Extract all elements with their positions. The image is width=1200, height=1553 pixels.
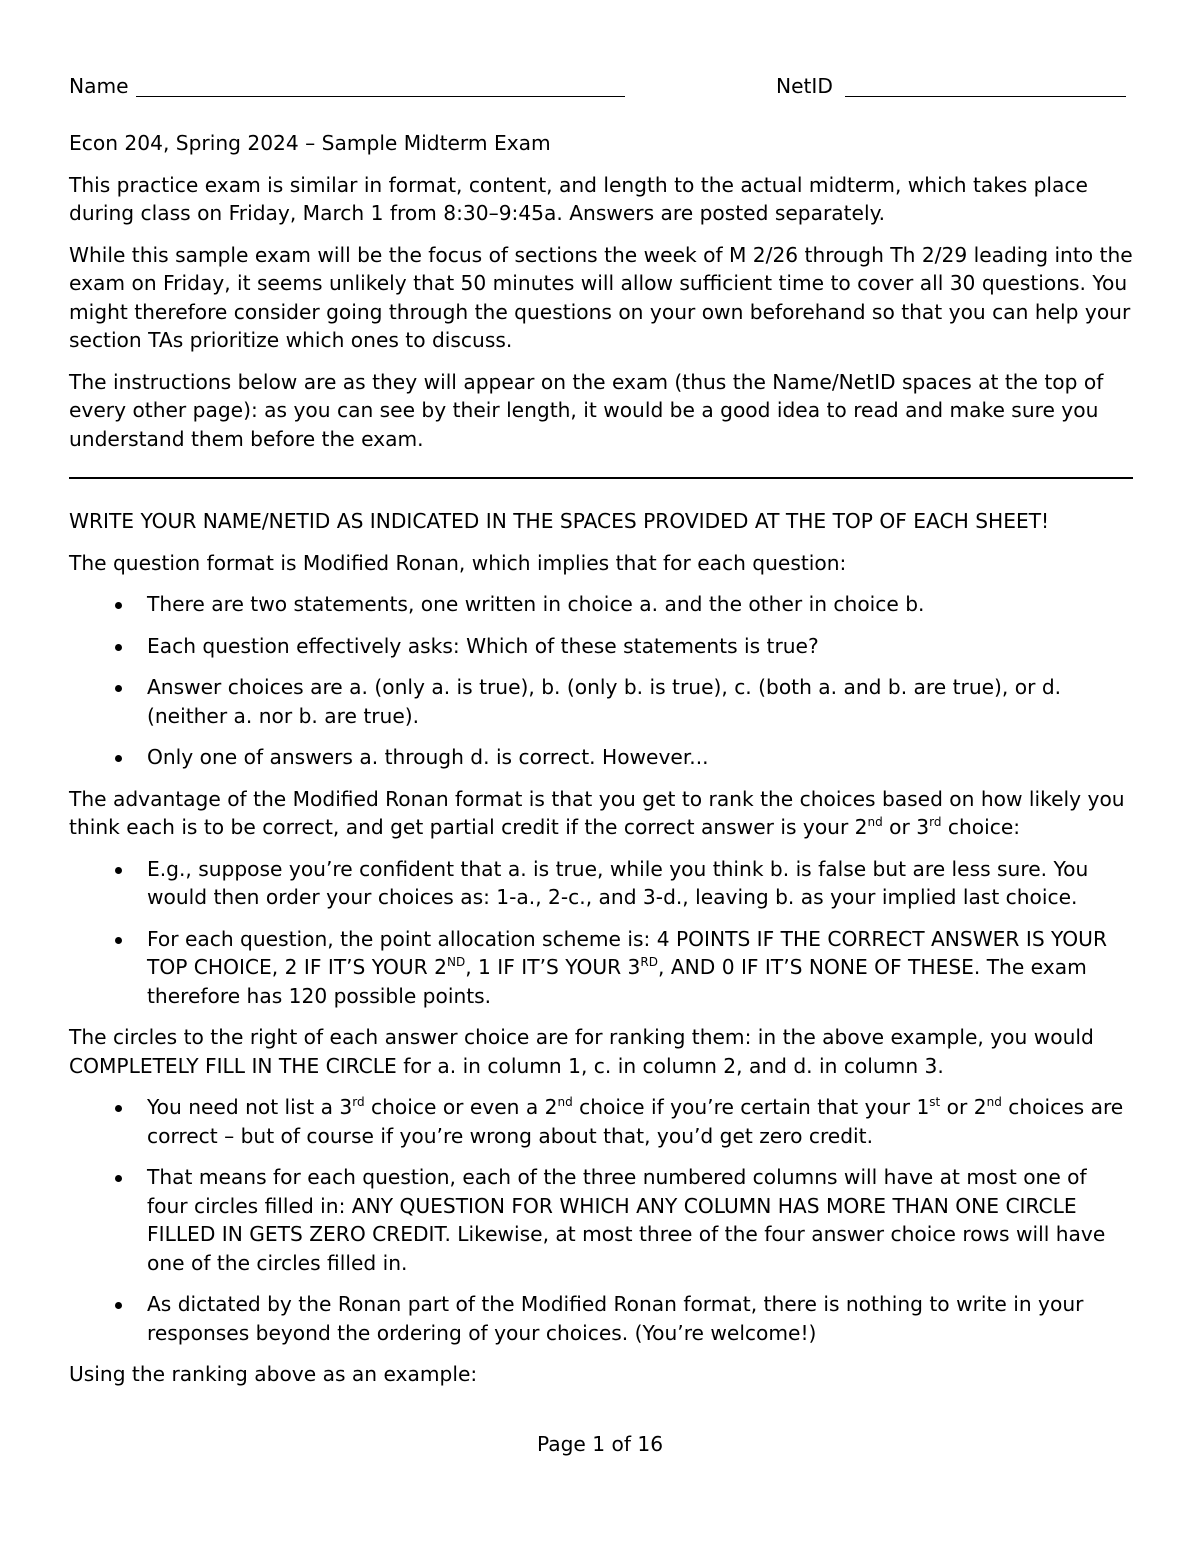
bullet-icon: [115, 602, 122, 609]
netid-label: NetID: [776, 74, 833, 98]
section-divider: [69, 477, 1133, 479]
bullet-icon: [115, 685, 122, 692]
bullet-icon: [115, 937, 122, 944]
list-item: For each question, the point allocation scheme is: 4 POINTS IF THE CORRECT ANSWER IS YOUR TOP CHOICE, 2 IF IT’S YOUR 2ND, 1 IF IT’S YOUR 3RD, AND 0 IF IT’S NONE OF THESE. The exam therefore has 120 possible points.: [69, 925, 1133, 1011]
name-netid-row: [69, 72, 1133, 102]
bullet-icon: [115, 1105, 122, 1112]
format-intro: The question format is Modified Ronan, which implies that for each question:: [69, 550, 847, 575]
list-item: As dictated by the Ronan part of the Modified Ronan format, there is nothing to write in your responses beyond the ordering of your choices. (You’re welcome!): [69, 1290, 1133, 1347]
exam-title: Econ 204, Spring 2024 – Sample Midterm Exam: [69, 131, 551, 155]
bullet-icon: [115, 755, 122, 762]
netid-blank-line: [845, 96, 1126, 97]
advantage-paragraph: The advantage of the Modified Ronan format is that you get to rank the choices based on how likely you think each is to be correct, and get partial credit if the correct answer is your 2nd or 3rd choice:: [69, 786, 1125, 839]
name-blank-line: [136, 96, 625, 97]
write-name-instruction: WRITE YOUR NAME/NETID AS INDICATED IN THE SPACES PROVIDED AT THE TOP OF EACH SHEET!: [69, 509, 1050, 533]
list-item: There are two statements, one written in choice a. and the other in choice b.: [69, 590, 1133, 619]
bullet-icon: [115, 1302, 122, 1309]
list-item: E.g., suppose you’re confident that a. is true, while you think b. is false but are less sure. You would then order your choices as: 1-a., 2-c., and 3-d., leaving b. as your implied last choice.: [69, 855, 1133, 912]
ranking-bullet-list: [69, 1093, 1133, 1347]
intro-paragraph-1: This practice exam is similar in format, content, and length to the actual midterm, which takes place during class on Friday, March 1 from 8:30–9:45a. Answers are posted separately.: [69, 172, 1088, 225]
page-number: Page 1 of 16: [536, 1432, 664, 1456]
list-item: That means for each question, each of the three numbered columns will have at most one of four circles filled in: ANY QUESTION FOR WHICH ANY COLUMN HAS MORE THAN ONE CIRCLE FILLED IN GETS ZERO CREDIT. Likewise, at most three of the four answer choice rows will have one of the circles filled in.: [69, 1163, 1133, 1277]
name-label: Name: [69, 74, 129, 98]
intro-paragraph-2: While this sample exam will be the focus of sections the week of M 2/26 through Th 2/29 leading into the exam on Friday, it seems unlikely that 50 minutes will allow sufficient time to cover all 30 questions. You might therefore consider going through the questions on your own beforehand so that you can help your section TAs prioritize which ones to discuss.: [69, 242, 1133, 352]
bullet-icon: [115, 1175, 122, 1182]
bullet-icon: [115, 644, 122, 651]
scoring-bullet-list: [69, 855, 1133, 1011]
list-item: Only one of answers a. through d. is correct. However...: [69, 743, 1133, 772]
format-bullet-list: [69, 590, 1133, 772]
list-item: Answer choices are a. (only a. is true), b. (only b. is true), c. (both a. and b. are true), or d. (neither a. nor b. are true).: [69, 673, 1133, 730]
list-item: You need not list a 3rd choice or even a 2nd choice if you’re certain that your 1st or 2nd choices are correct – but of course if you’re wrong about that, you’d get zero credit.: [69, 1093, 1133, 1150]
bullet-icon: [115, 867, 122, 874]
intro-paragraph-3: The instructions below are as they will appear on the exam (thus the Name/NetID spaces at the top of every other page): as you can see by their length, it would be a good idea to read and make sure you understand them before the exam.: [69, 369, 1104, 451]
exam-page: [69, 72, 1133, 1389]
using-example-line: Using the ranking above as an example:: [69, 1362, 478, 1386]
circles-paragraph: The circles to the right of each answer choice are for ranking them: in the above example, you would COMPLETELY FILL IN THE CIRCLE for a. in column 1, c. in column 2, and d. in column 3.: [69, 1025, 1094, 1078]
list-item: Each question effectively asks: Which of these statements is true?: [69, 632, 1133, 661]
